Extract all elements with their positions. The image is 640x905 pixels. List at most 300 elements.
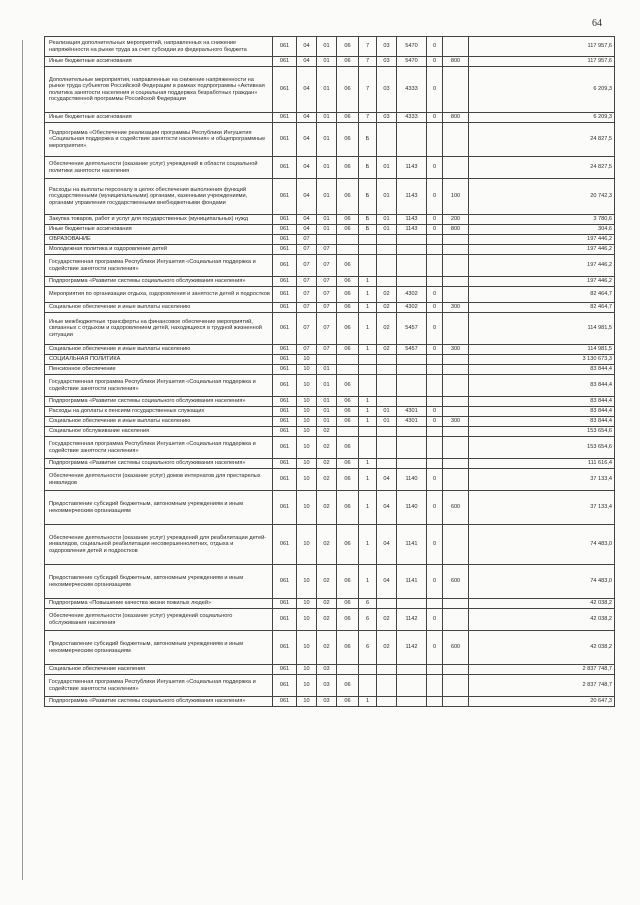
row-code-1: 10	[297, 631, 317, 665]
row-code-6: 1143	[397, 179, 427, 215]
table-row	[45, 67, 615, 113]
row-code-3: 06	[337, 631, 359, 665]
row-code-6	[397, 599, 427, 609]
row-amount: 114 981,5	[469, 345, 615, 355]
table-row	[45, 397, 615, 407]
row-code-7: 0	[427, 491, 443, 525]
row-code-4	[359, 245, 377, 255]
row-code-0: 061	[273, 255, 297, 277]
row-code-2: 03	[317, 665, 337, 675]
row-code-5	[377, 375, 397, 397]
row-code-7: 0	[427, 313, 443, 345]
row-code-8	[443, 397, 469, 407]
row-code-1: 04	[297, 37, 317, 57]
row-code-0: 061	[273, 697, 297, 707]
row-name: СОЦИАЛЬНАЯ ПОЛИТИКА	[45, 355, 273, 365]
table-row	[45, 407, 615, 417]
row-code-6: 1140	[397, 491, 427, 525]
row-code-2: 02	[317, 437, 337, 459]
row-name: Иные бюджетные ассигнования	[45, 225, 273, 235]
row-code-2	[317, 235, 337, 245]
row-code-2: 02	[317, 565, 337, 599]
row-code-1: 04	[297, 57, 317, 67]
row-code-5: 01	[377, 157, 397, 179]
row-code-4: 1	[359, 277, 377, 287]
row-code-1: 07	[297, 345, 317, 355]
row-code-8	[443, 665, 469, 675]
row-name: Предоставление субсидий бюджетным, автономным учреждениям и иным некоммерческим организациям	[45, 565, 273, 599]
row-amount: 2 837 748,7	[469, 675, 615, 697]
row-code-0: 061	[273, 313, 297, 345]
row-code-6	[397, 397, 427, 407]
row-code-0: 061	[273, 675, 297, 697]
row-code-8	[443, 355, 469, 365]
row-code-3: 06	[337, 57, 359, 67]
row-code-5	[377, 397, 397, 407]
row-code-8: 800	[443, 113, 469, 123]
row-code-4: 6	[359, 631, 377, 665]
row-code-4: 7	[359, 57, 377, 67]
table-row	[45, 157, 615, 179]
row-code-0: 061	[273, 427, 297, 437]
row-code-3: 06	[337, 255, 359, 277]
row-code-4	[359, 437, 377, 459]
row-code-1: 04	[297, 113, 317, 123]
row-code-4: 6	[359, 609, 377, 631]
row-code-8	[443, 255, 469, 277]
row-code-4: Б	[359, 123, 377, 157]
row-code-1: 04	[297, 225, 317, 235]
table-row	[45, 37, 615, 57]
row-code-2	[317, 355, 337, 365]
row-code-7	[427, 459, 443, 469]
row-code-7: 0	[427, 179, 443, 215]
row-code-2: 01	[317, 375, 337, 397]
table-row	[45, 675, 615, 697]
row-code-8	[443, 365, 469, 375]
row-name: Социальное обеспечение населения	[45, 665, 273, 675]
row-code-2: 03	[317, 697, 337, 707]
row-amount: 117 957,6	[469, 37, 615, 57]
row-code-1: 04	[297, 123, 317, 157]
row-code-5: 02	[377, 345, 397, 355]
row-code-6	[397, 459, 427, 469]
row-amount: 24 827,5	[469, 123, 615, 157]
table-row	[45, 565, 615, 599]
row-code-0: 061	[273, 157, 297, 179]
row-code-3: 06	[337, 397, 359, 407]
row-code-8	[443, 313, 469, 345]
row-code-5: 01	[377, 417, 397, 427]
row-code-4: Б	[359, 157, 377, 179]
row-code-7: 0	[427, 469, 443, 491]
row-code-1: 10	[297, 469, 317, 491]
row-code-8	[443, 287, 469, 303]
row-code-4: 1	[359, 287, 377, 303]
row-code-8: 800	[443, 57, 469, 67]
row-name: Иные бюджетные ассигнования	[45, 113, 273, 123]
row-code-0: 061	[273, 397, 297, 407]
row-code-7	[427, 277, 443, 287]
row-code-3: 06	[337, 697, 359, 707]
row-amount: 37 133,4	[469, 469, 615, 491]
row-amount: 74 483,0	[469, 565, 615, 599]
table-row	[45, 277, 615, 287]
row-code-3: 06	[337, 599, 359, 609]
row-code-3: 06	[337, 375, 359, 397]
row-code-1: 10	[297, 599, 317, 609]
row-code-7: 0	[427, 565, 443, 599]
row-amount: 3 780,6	[469, 215, 615, 225]
row-code-4: 1	[359, 417, 377, 427]
row-code-2: 02	[317, 525, 337, 565]
row-name: Закупка товаров, работ и услуг для государственных (муниципальных) нужд	[45, 215, 273, 225]
row-code-8	[443, 469, 469, 491]
row-code-5	[377, 365, 397, 375]
row-name: Предоставление субсидий бюджетным, автономным учреждениям и иным некоммерческим организациям	[45, 631, 273, 665]
row-amount: 42 038,2	[469, 609, 615, 631]
row-code-3: 06	[337, 491, 359, 525]
row-code-2: 01	[317, 397, 337, 407]
table-row	[45, 345, 615, 355]
row-code-8	[443, 123, 469, 157]
row-name: ОБРАЗОВАНИЕ	[45, 235, 273, 245]
row-name: Социальное обслуживание населения	[45, 427, 273, 437]
row-code-1: 10	[297, 459, 317, 469]
row-code-2: 01	[317, 123, 337, 157]
row-code-0: 061	[273, 355, 297, 365]
row-code-7: 0	[427, 525, 443, 565]
row-code-2: 07	[317, 245, 337, 255]
row-code-0: 061	[273, 599, 297, 609]
row-amount: 3 130 673,3	[469, 355, 615, 365]
row-code-3: 06	[337, 215, 359, 225]
row-code-7	[427, 245, 443, 255]
row-code-1: 10	[297, 407, 317, 417]
row-amount: 20 647,3	[469, 697, 615, 707]
row-name: Реализация дополнительных мероприятий, направленных на снижение напряжённости на рынке труда за счет субсидии из федерального бюджета	[45, 37, 273, 57]
row-code-7: 0	[427, 417, 443, 427]
row-code-5: 03	[377, 113, 397, 123]
row-code-2: 07	[317, 287, 337, 303]
row-code-7	[427, 437, 443, 459]
row-code-0: 061	[273, 287, 297, 303]
row-code-2: 02	[317, 609, 337, 631]
row-code-3: 06	[337, 67, 359, 113]
row-code-2: 01	[317, 37, 337, 57]
row-code-4: Б	[359, 225, 377, 235]
row-code-6	[397, 235, 427, 245]
row-code-6	[397, 437, 427, 459]
row-code-8: 300	[443, 345, 469, 355]
table-row	[45, 225, 615, 235]
row-code-3: 06	[337, 675, 359, 697]
row-code-2: 02	[317, 427, 337, 437]
row-amount: 24 827,5	[469, 157, 615, 179]
row-code-8: 600	[443, 565, 469, 599]
row-code-1: 10	[297, 665, 317, 675]
row-name: Социальное обеспечение и иные выплаты населению	[45, 417, 273, 427]
row-name: Подпрограмма «Развитие системы социального обслуживания населения»	[45, 397, 273, 407]
row-code-4: Б	[359, 215, 377, 225]
row-code-5: 02	[377, 303, 397, 313]
row-code-7	[427, 123, 443, 157]
row-code-5: 03	[377, 67, 397, 113]
row-code-6	[397, 697, 427, 707]
row-code-3	[337, 365, 359, 375]
row-code-8	[443, 157, 469, 179]
row-code-4	[359, 235, 377, 245]
row-code-8: 600	[443, 631, 469, 665]
row-code-0: 061	[273, 665, 297, 675]
row-code-5	[377, 277, 397, 287]
row-code-5: 01	[377, 407, 397, 417]
row-amount: 83 844,4	[469, 397, 615, 407]
row-code-0: 061	[273, 113, 297, 123]
table-row	[45, 113, 615, 123]
row-code-7	[427, 397, 443, 407]
row-code-1: 07	[297, 313, 317, 345]
row-code-8	[443, 525, 469, 565]
row-code-6: 5457	[397, 345, 427, 355]
row-code-6: 4333	[397, 67, 427, 113]
row-amount: 83 844,4	[469, 417, 615, 427]
row-amount: 74 483,0	[469, 525, 615, 565]
row-code-1: 10	[297, 365, 317, 375]
row-amount: 197 446,2	[469, 245, 615, 255]
row-amount: 83 844,4	[469, 407, 615, 417]
table-row	[45, 631, 615, 665]
row-code-6	[397, 365, 427, 375]
row-code-4: 7	[359, 67, 377, 113]
row-code-4	[359, 365, 377, 375]
row-code-1: 04	[297, 179, 317, 215]
row-code-6	[397, 375, 427, 397]
row-code-6: 5457	[397, 313, 427, 345]
row-code-3: 06	[337, 157, 359, 179]
row-code-6	[397, 123, 427, 157]
row-name: Обеспечение деятельности (оказание услуг) учреждений для реабилитации детей-инвалидов, социальной реабилитации несовершеннолетних, отдыха и оздоровления детей и подростков	[45, 525, 273, 565]
row-code-7: 0	[427, 67, 443, 113]
table-row	[45, 525, 615, 565]
row-code-7: 0	[427, 609, 443, 631]
row-code-5: 02	[377, 287, 397, 303]
row-code-5: 04	[377, 469, 397, 491]
row-name: Подпрограмма «Развитие системы социального обслуживания населения»	[45, 697, 273, 707]
row-code-6	[397, 245, 427, 255]
row-code-4: 1	[359, 345, 377, 355]
row-code-0: 061	[273, 225, 297, 235]
row-code-4: 1	[359, 469, 377, 491]
row-code-6: 1140	[397, 469, 427, 491]
row-name: Подпрограмма «Развитие системы социального обслуживания населения»	[45, 459, 273, 469]
table-row	[45, 697, 615, 707]
row-code-0: 061	[273, 375, 297, 397]
row-code-6: 1142	[397, 609, 427, 631]
row-code-8	[443, 697, 469, 707]
row-code-4: 1	[359, 525, 377, 565]
row-code-8	[443, 599, 469, 609]
row-code-8	[443, 37, 469, 57]
table-row	[45, 417, 615, 427]
row-code-4	[359, 255, 377, 277]
row-code-8	[443, 459, 469, 469]
row-code-8	[443, 277, 469, 287]
row-code-2: 07	[317, 277, 337, 287]
row-code-5	[377, 459, 397, 469]
row-code-3: 06	[337, 313, 359, 345]
row-code-3: 06	[337, 287, 359, 303]
row-code-5: 03	[377, 57, 397, 67]
row-name: Обеспечение деятельности (оказание услуг) учреждений в области социальной политики занятости населения	[45, 157, 273, 179]
row-code-7: 0	[427, 57, 443, 67]
table-row	[45, 215, 615, 225]
row-code-3: 06	[337, 179, 359, 215]
row-amount: 197 446,2	[469, 235, 615, 245]
row-code-7: 0	[427, 157, 443, 179]
row-code-1: 10	[297, 609, 317, 631]
row-code-0: 061	[273, 37, 297, 57]
row-code-5: 01	[377, 225, 397, 235]
row-code-0: 061	[273, 437, 297, 459]
row-code-1: 07	[297, 303, 317, 313]
row-code-1: 10	[297, 697, 317, 707]
table-row	[45, 365, 615, 375]
row-code-5	[377, 697, 397, 707]
row-amount: 117 957,6	[469, 57, 615, 67]
row-code-5	[377, 355, 397, 365]
table-row	[45, 599, 615, 609]
row-code-7	[427, 365, 443, 375]
row-code-6: 4301	[397, 417, 427, 427]
row-code-1: 10	[297, 355, 317, 365]
row-code-7: 0	[427, 345, 443, 355]
row-name: Расходы на доплаты к пенсиям государственных служащих	[45, 407, 273, 417]
budget-table	[44, 36, 615, 707]
row-code-6: 1143	[397, 157, 427, 179]
row-code-8: 300	[443, 417, 469, 427]
row-amount: 83 844,4	[469, 375, 615, 397]
row-code-7	[427, 665, 443, 675]
table-row	[45, 245, 615, 255]
row-amount: 82 464,7	[469, 287, 615, 303]
row-amount: 83 844,4	[469, 365, 615, 375]
row-code-2: 07	[317, 345, 337, 355]
row-name: Государственная программа Республики Ингушетия «Социальная поддержка и содействие занятости населения»	[45, 437, 273, 459]
row-code-2: 02	[317, 491, 337, 525]
row-code-1: 10	[297, 491, 317, 525]
row-code-3	[337, 355, 359, 365]
row-amount: 197 446,2	[469, 277, 615, 287]
row-code-0: 061	[273, 235, 297, 245]
row-code-1: 10	[297, 675, 317, 697]
table-row	[45, 287, 615, 303]
row-code-7: 0	[427, 631, 443, 665]
row-code-6	[397, 277, 427, 287]
row-code-7: 0	[427, 37, 443, 57]
row-code-7: 0	[427, 287, 443, 303]
row-code-0: 061	[273, 491, 297, 525]
row-name: Подпрограмма «Развитие системы социального обслуживания населения»	[45, 277, 273, 287]
row-code-2: 01	[317, 417, 337, 427]
row-code-7	[427, 355, 443, 365]
row-code-1: 07	[297, 245, 317, 255]
row-code-4	[359, 375, 377, 397]
row-amount: 111 616,4	[469, 459, 615, 469]
row-code-2: 01	[317, 407, 337, 417]
row-code-4	[359, 665, 377, 675]
row-code-8	[443, 675, 469, 697]
row-code-8: 300	[443, 303, 469, 313]
row-code-0: 061	[273, 345, 297, 355]
row-code-7: 0	[427, 113, 443, 123]
row-code-7	[427, 235, 443, 245]
row-code-0: 061	[273, 407, 297, 417]
row-code-8: 800	[443, 225, 469, 235]
row-code-0: 061	[273, 123, 297, 157]
row-code-4	[359, 675, 377, 697]
row-code-1: 10	[297, 565, 317, 599]
row-code-0: 061	[273, 245, 297, 255]
row-code-2: 01	[317, 67, 337, 113]
table-row	[45, 255, 615, 277]
row-code-3: 06	[337, 407, 359, 417]
row-code-2: 01	[317, 157, 337, 179]
row-name: Государственная программа Республики Ингушетия «Социальная поддержка и содействие занятости населения»	[45, 255, 273, 277]
row-code-1: 10	[297, 525, 317, 565]
row-code-3: 06	[337, 113, 359, 123]
row-code-0: 061	[273, 365, 297, 375]
row-code-6	[397, 355, 427, 365]
row-code-4: 1	[359, 407, 377, 417]
row-amount: 197 446,2	[469, 255, 615, 277]
row-code-1: 10	[297, 397, 317, 407]
row-code-3: 06	[337, 469, 359, 491]
row-code-0: 061	[273, 525, 297, 565]
row-code-6: 1143	[397, 215, 427, 225]
row-code-3: 06	[337, 437, 359, 459]
row-code-2: 07	[317, 313, 337, 345]
row-code-3: 06	[337, 565, 359, 599]
row-code-3: 06	[337, 345, 359, 355]
row-code-7	[427, 255, 443, 277]
row-code-2: 01	[317, 225, 337, 235]
row-name: Подпрограмма «Повышение качества жизни пожилых людей»	[45, 599, 273, 609]
row-code-3: 06	[337, 417, 359, 427]
row-code-6: 4301	[397, 407, 427, 417]
row-code-6	[397, 255, 427, 277]
row-name: Социальное обеспечение и иные выплаты населению	[45, 345, 273, 355]
row-code-5	[377, 437, 397, 459]
row-code-2: 07	[317, 255, 337, 277]
row-code-3	[337, 665, 359, 675]
row-amount: 20 742,3	[469, 179, 615, 215]
row-code-7	[427, 697, 443, 707]
row-code-5	[377, 255, 397, 277]
row-code-5	[377, 235, 397, 245]
row-code-5: 02	[377, 313, 397, 345]
table-row	[45, 469, 615, 491]
row-code-0: 061	[273, 179, 297, 215]
row-amount: 304,6	[469, 225, 615, 235]
row-code-0: 061	[273, 565, 297, 599]
row-code-5	[377, 245, 397, 255]
row-code-0: 061	[273, 417, 297, 427]
row-code-8	[443, 407, 469, 417]
row-code-0: 061	[273, 459, 297, 469]
row-code-1: 10	[297, 427, 317, 437]
row-code-8	[443, 427, 469, 437]
